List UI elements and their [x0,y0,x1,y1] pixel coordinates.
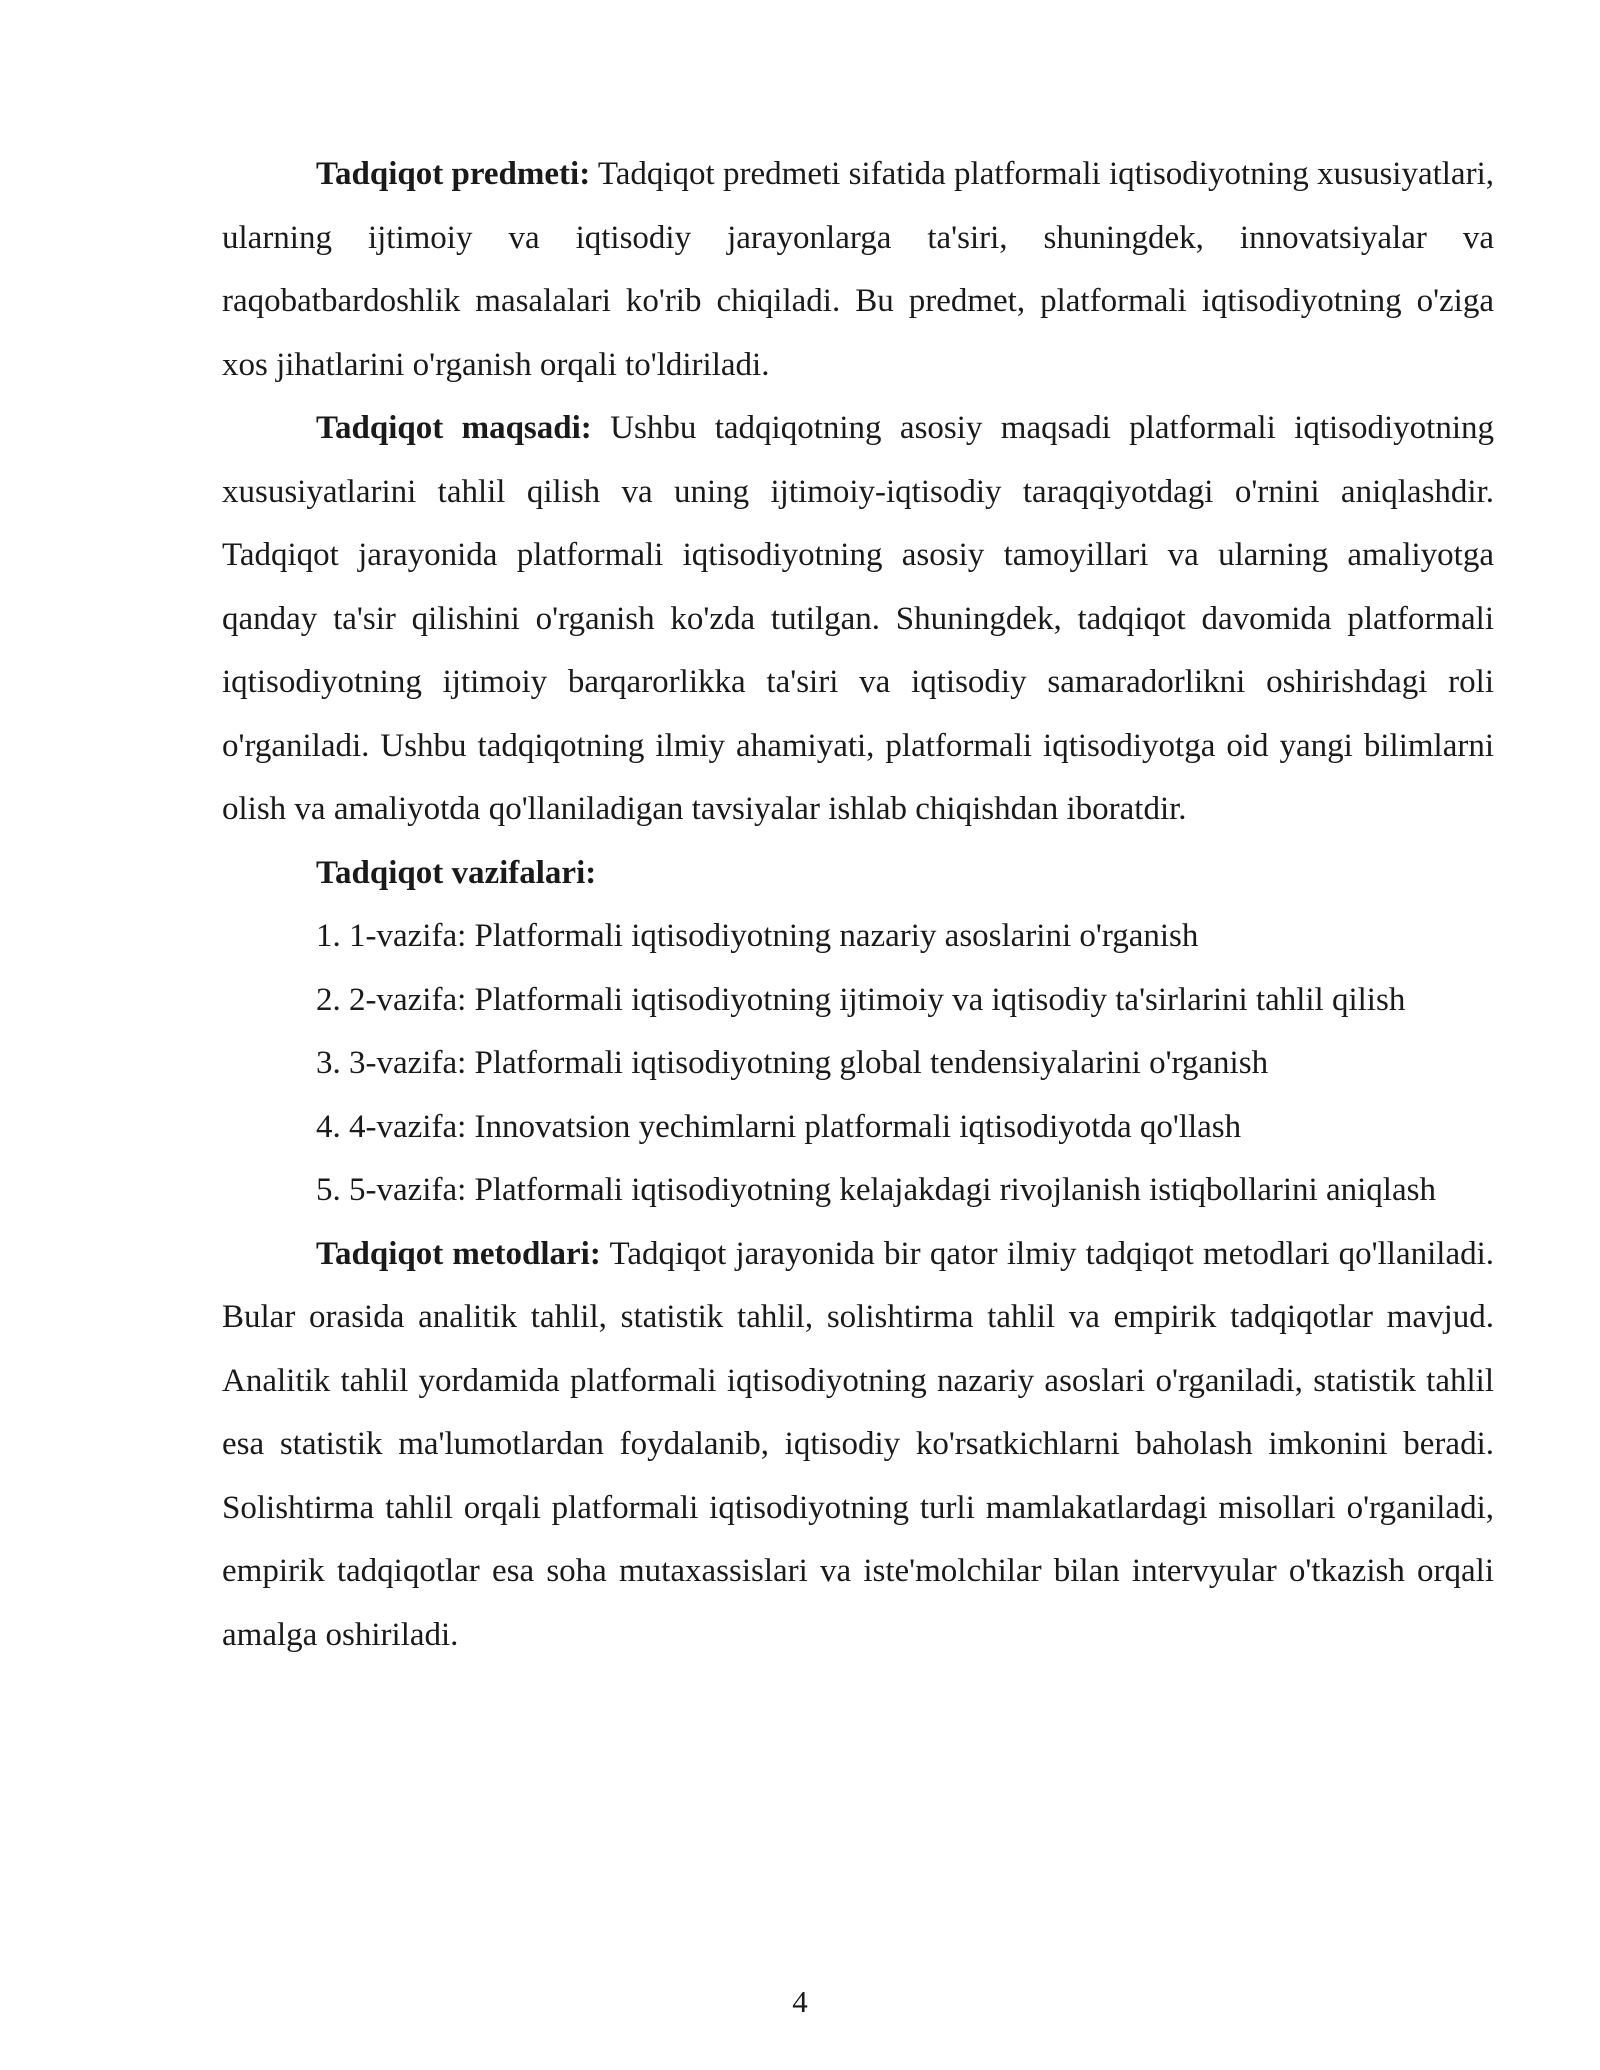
task-item-2: 2. 2-vazifa: Platformali iqtisodiyotning ijtimoiy va iqtisodiy ta'sirlarini tahlil qilish [316,981,1406,1018]
task-item-4: 4. 4-vazifa: Innovatsion yechimlarni platformali iqtisodiyotda qo'llash [316,1108,1242,1145]
task-item-5: 5. 5-vazifa: Platformali iqtisodiyotning kelajakdagi rivojlanish istiqbollarini aniqlash [316,1172,1436,1208]
task-item-3: 3. 3-vazifa: Platformali iqtisodiyotning global tendensiyalarini o'rganish [316,1045,1269,1081]
section-text-predmeti: Tadqiqot predmeti sifatida platformali iqtisodiyotning xususiyatlari, ularning ijtimoiy va iqtisodiy jarayonlarga ta'siri, shuningdek, innovatsiyalar va raqobatbardoshlik masalalari ko'rib chiqiladi. Bu predmet, platformali iqtisodiyotning o'ziga xos jihatlarini o'rganish orqali to'ldiriladi. [222,156,1494,383]
section-label-maqsadi: Tadqiqot maqsadi: [316,410,592,446]
task-list [222,905,1494,1223]
section-label-metodlari: Tadqiqot metodlari: [316,1235,601,1272]
section-text-maqsadi: Ushbu tadqiqotning asosiy maqsadi platformali iqtisodiyotning xususiyatlarini tahlil qilish va uning ijtimoiy-iqtisodiy taraqqiyotdagi o'rnini aniqlashdir. Tadqiqot jarayonida platformali iqtisodiyotning asosiy tamoyillari va ularning amaliyotga qanday ta'sir qilishini o'rganish ko'zda tutilgan. Shuningdek, tadqiqot davomida platformali iqtisodiyotning ijtimoiy barqarorlikka ta'siri va iqtisodiy samaradorlikni oshirishdagi roli o'rganiladi. Ushbu tadqiqotning ilmiy ahamiyati, platformali iqtisodiyotga oid yangi bilimlarni olish va amaliyotda qo'llaniladigan tavsiyalar ishlab chiqishdan iboratdir. [222,410,1495,827]
paragraph-predmeti [222,143,1494,397]
section-label-predmeti: Tadqiqot predmeti: [316,156,591,192]
task-item-1: 1. 1-vazifa: Platformali iqtisodiyotning nazariy asoslarini o'rganish [316,918,1199,954]
section-text-metodlari: Tadqiqot jarayonida bir qator ilmiy tadqiqot metodlari qo'llaniladi. Bular orasida analitik tahlil, statistik tahlil, solishtirma tahlil va empirik tadqiqotlar mavjud. Analitik tahlil yordamida platformali iqtisodiyotning nazariy asoslari o'rganiladi, statistik tahlil esa statistik ma'lumotlardan foydalanib, iqtisodiy ko'rsatkichlarni baholash imkonini beradi. Solishtirma tahlil orqali platformali iqtisodiyotning turli mamlakatlardagi misollari o'rganiladi, empirik tadqiqotlar esa soha mutaxassislari va iste'molchilar bilan intervyular o'tkazish orqali amalga oshiriladi. [222,1235,1495,1653]
paragraph-maqsadi [222,397,1494,842]
section-heading-vazifalari: Tadqiqot vazifalari: [316,854,597,891]
document-page [222,143,1494,1667]
paragraph-metodlari [222,1223,1494,1668]
page-number: 4 [792,1984,808,2019]
